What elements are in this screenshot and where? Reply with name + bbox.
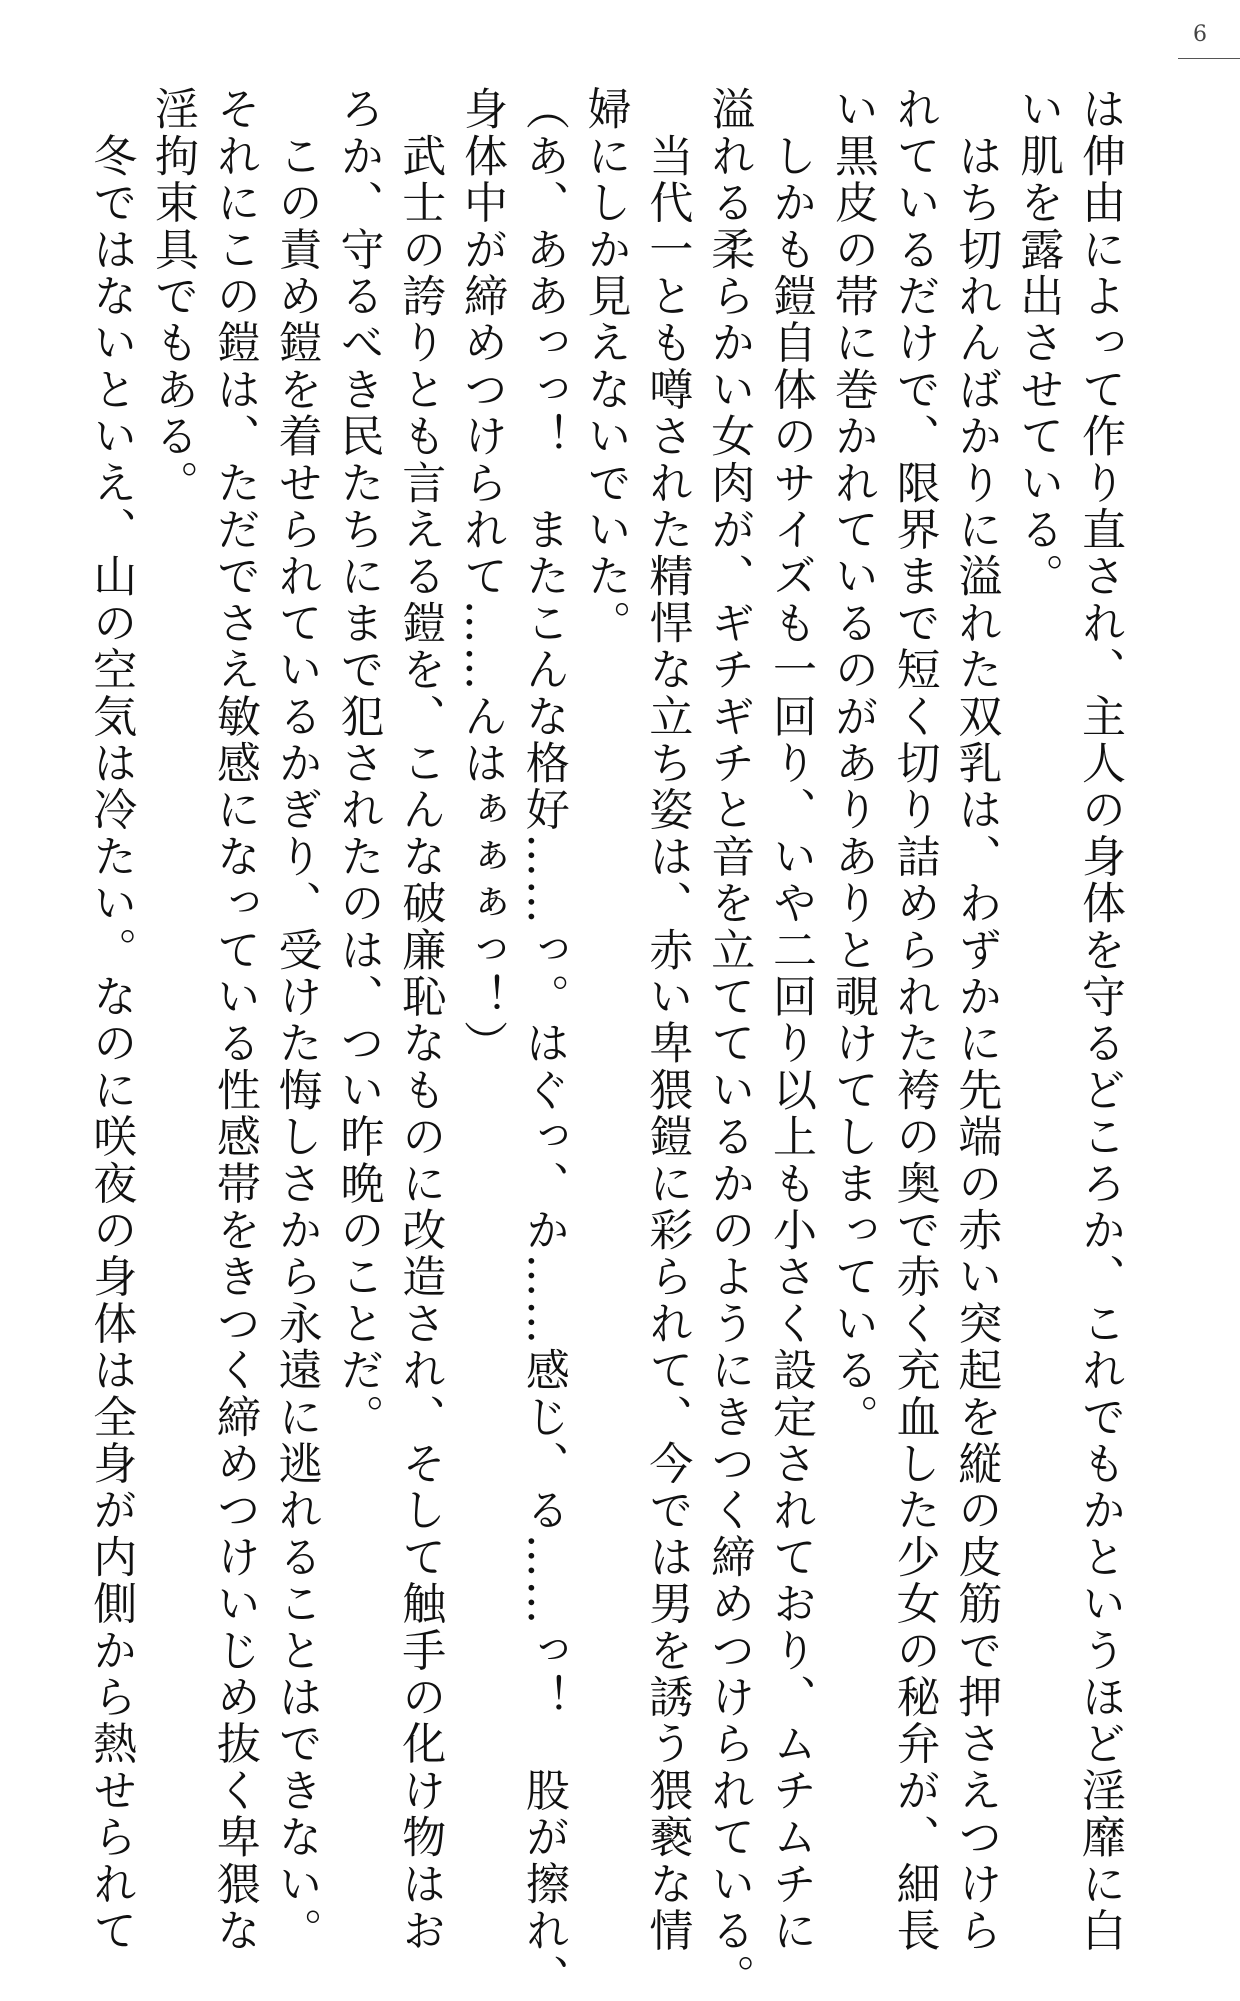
text-line: 武士の誇りとも言える鎧を、こんな破廉恥なものに改造され、そして触手の化け物はお <box>394 86 446 1954</box>
body-text <box>79 86 1130 2001</box>
vertical-text-body <box>85 86 1130 2001</box>
text-line: は伸由によって作り直され、主人の身体を守るどころか、これでもかというほど淫靡に白 <box>1074 86 1125 1954</box>
text-line: 淫拘束具でもある。 <box>147 86 199 507</box>
text-line: はち切れんばかりに溢れた双乳は、わずかに先端の赤い突起を縦の皮筋で押さえつけら <box>950 86 1002 1954</box>
page-number-rule <box>1178 58 1240 59</box>
text-line: 婦にしか見えないでいた。 <box>579 86 631 647</box>
text-line: 冬ではないといえ、山の空気は冷たい。なのに咲夜の身体は全身が内側から熱せられて <box>85 86 137 1954</box>
text-line: （あ、ああっっ！ またこんな格好……っ。はぐっ、か……感じ、る……っ！ 股が擦れ、 <box>517 86 569 2001</box>
text-line: それにこの鎧は、ただでさえ敏感になっている性感帯をきつく締めつけいじめ抜く卑猥な <box>208 86 260 1954</box>
text-line: 当代一とも噂された精悍な立ち姿は、赤い卑猥鎧に彩られて、今では男を誘う猥褻な情 <box>641 86 693 1954</box>
text-line: この責め鎧を着せられているかぎり、受けた悔しさから永遠に逃れることはできない。 <box>270 86 322 1954</box>
text-line: しかも鎧自体のサイズも一回り、いや二回り以上も小さく設定されており、ムチムチに <box>765 86 817 1954</box>
text-line: い黒皮の帯に巻かれているのがありありと覗けてしまっている。 <box>826 86 878 1441</box>
text-line: 溢れる柔らかい女肉が、ギチギチと音を立てているかのようにきつく締めつけられている。 <box>703 86 755 2001</box>
page-number: 6 <box>1193 22 1207 47</box>
text-line: ろか、守るべき民たちにまで犯されたのは、つい昨晩のことだ。 <box>332 86 384 1441</box>
text-line: れているだけで、限界まで短く切り詰められた袴の奥で赤く充血した少女の秘弁が、細長 <box>888 86 940 1954</box>
text-line: 身体中が締めつけられて……んはぁぁぁっ！） <box>456 86 508 1067</box>
text-line: い肌を露出させている。 <box>1012 86 1064 600</box>
